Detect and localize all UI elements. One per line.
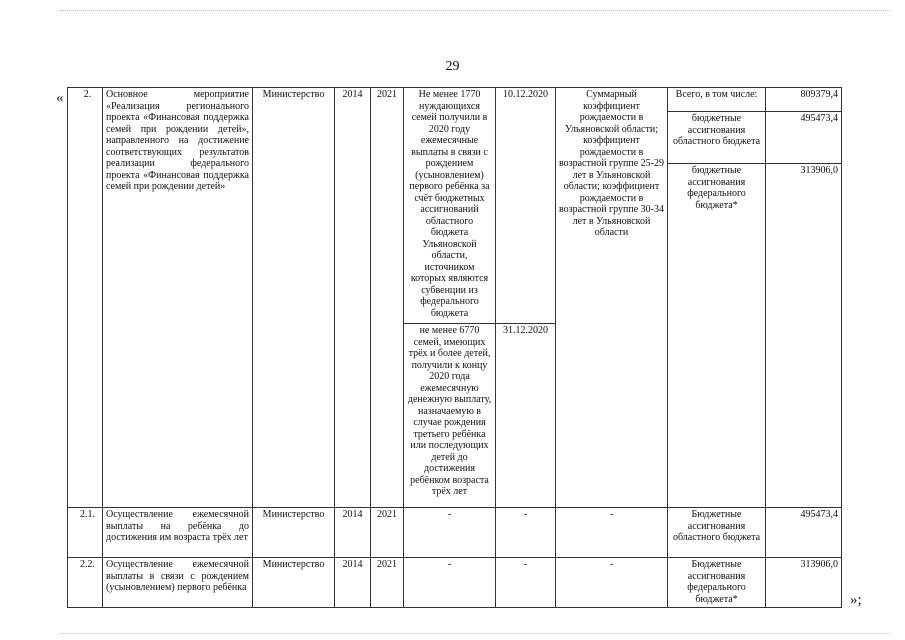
row-number: 2.2. (68, 558, 103, 608)
result-date: 10.12.2020 (496, 88, 556, 324)
result-date: 31.12.2020 (496, 324, 556, 508)
page-number: 29 (445, 59, 460, 74)
result-text: - (404, 558, 496, 608)
table-row-2 (68, 88, 842, 112)
executor: Министерство (253, 508, 335, 558)
indicator-text: - (556, 558, 668, 608)
funding-source: бюджетные ассигнования федерального бюджета* (668, 164, 766, 508)
funding-amount: 313906,0 (766, 164, 842, 508)
executor: Министерство (253, 558, 335, 608)
result-date: - (496, 508, 556, 558)
closing-quote: »; (850, 592, 862, 608)
year-end: 2021 (371, 558, 404, 608)
executor: Министерство (253, 88, 335, 508)
opening-quote: « (56, 90, 64, 106)
year-start: 2014 (335, 88, 371, 508)
top-scan-line (60, 10, 890, 11)
table-row-2-1 (68, 508, 842, 558)
indicator-text: - (556, 508, 668, 558)
funding-amount: 495473,4 (766, 112, 842, 164)
bottom-scan-line (60, 633, 890, 634)
measure-name: Основное мероприятие «Реализация регионального проекта «Финансовая поддержка семей при рождении детей», направленного на достижение соответствующих результатов реализации федерального проекта «Финансовая поддержка семей при рождении детей» (103, 88, 253, 508)
funding-source: Бюджетные ассигнования федерального бюджета* (668, 558, 766, 608)
funding-amount: 313906,0 (766, 558, 842, 608)
result-date: - (496, 558, 556, 608)
year-end: 2021 (371, 508, 404, 558)
measure-name: Осуществление ежемесячной выплаты на ребёнка до достижения им возраста трёх лет (103, 508, 253, 558)
result-text: Не менее 1770 нуждающихся семей получили в 2020 году ежемесячные выплаты в связи с рождением (усыновлением) первого ребёнка за счёт бюджетных ассигнований областного бюджета Ульяновской области, источником которых являются субвенции из федерального бюджета (404, 88, 496, 324)
funding-source: Бюджетные ассигнования областного бюджета (668, 508, 766, 558)
funding-amount: 809379,4 (766, 88, 842, 112)
measure-name: Осуществление ежемесячной выплаты в связи с рождением (усыновлением) первого ребёнка (103, 558, 253, 608)
funding-source: Всего, в том числе: (668, 88, 766, 112)
program-table (67, 87, 842, 608)
year-start: 2014 (335, 508, 371, 558)
year-end: 2021 (371, 88, 404, 508)
row-number: 2. (68, 88, 103, 508)
result-text: - (404, 508, 496, 558)
funding-source: бюджетные ассигнования областного бюджета (668, 112, 766, 164)
year-start: 2014 (335, 558, 371, 608)
indicator-text: Суммарный коэффициент рождаемости в Ульяновской области; коэффициент рождаемости в возрастной группе 25-29 лет в Ульяновской области; коэффициент рождаемости в возрастной группе 30-34 лет в Ульяновской области (556, 88, 668, 508)
table-row-2-2 (68, 558, 842, 608)
result-text: не менее 6770 семей, имеющих трёх и более детей, получили к концу 2020 года ежемесячную денежную выплату, назначаемую в случае рождения третьего ребёнка или последующих детей до достижения ребёнком возраста трёх лет (404, 324, 496, 508)
funding-amount: 495473,4 (766, 508, 842, 558)
row-number: 2.1. (68, 508, 103, 558)
